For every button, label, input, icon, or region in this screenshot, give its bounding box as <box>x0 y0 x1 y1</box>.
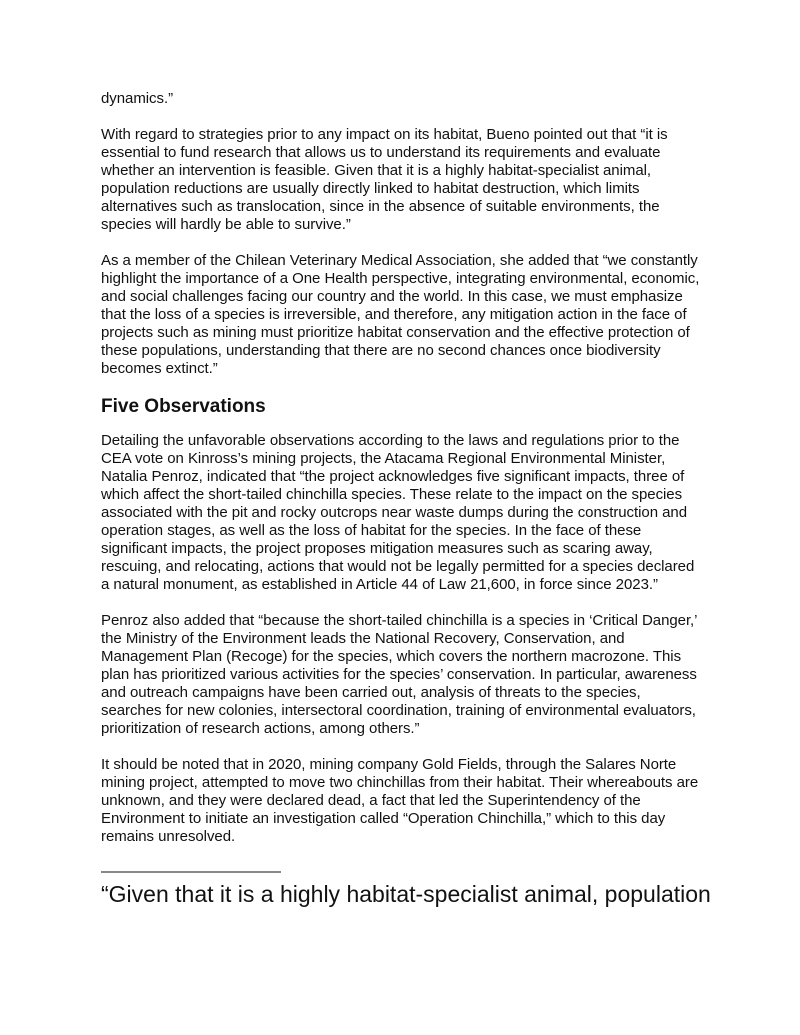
paragraph-bueno-strategies: With regard to strategies prior to any impact on its habitat, Bueno pointed out that “it is essential to fund research that allows us to understand its requirements and evaluate whether an intervention is feasible. Given that it is a highly habitat-specialist animal, population reductions are usually directly linked to habitat destruction, which limits alternatives such as translocation, since in the absence of suitable environments, the species will hardly be able to survive.” <box>101 126 668 233</box>
dash-separator: ———————————— <box>101 863 281 880</box>
paragraph-penroz-recoge: Penroz also added that “because the short-tailed chinchilla is a species in ‘Critical Danger,’ the Ministry of the Environment leads the National Recovery, Conservation, and Management Plan (Recoge) for the species, which covers the northern macrozone. This plan has prioritized various activities for the species’ conservation. In particular, awareness and outreach campaigns have been carried out, analysis of threats to the species, searches for new colonies, intersectoral coordination, training of environmental evaluators, prioritization of research actions, among others.” <box>101 612 697 737</box>
pull-quote: “Given that it is a highly habitat-specialist animal, population <box>101 881 711 907</box>
document-page <box>101 90 711 908</box>
paragraph-unfavorable-observations: Detailing the unfavorable observations according to the laws and regulations prior to the CEA vote on Kinross’s mining projects, the Atacama Regional Environmental Minister, Natalia Penroz, indicated that “the project acknowledges five significant impacts, three of which affect the short-tailed chinchilla species. These relate to the impact on the species associated with the pit and rocky outcrops near waste dumps during the construction and operation stages, as well as the loss of habitat for the species. In the face of these significant impacts, the project proposes mitigation measures such as scaring away, rescuing, and relocating, actions that would not be legally permitted for a species declared a natural monument, as established in Article 44 of Law 21,600, in force since 2023.” <box>101 432 695 593</box>
paragraph-continuation: dynamics.” <box>101 90 174 107</box>
section-heading: Five Observations <box>101 396 266 417</box>
paragraph-veterinary-association: As a member of the Chilean Veterinary Medical Association, she added that “we constantly highlight the importance of a One Health perspective, integrating environmental, economic, and social challenges facing our country and the world. In this case, we must emphasize that the loss of a species is irreversible, and therefore, any mitigation action in the face of projects such as mining must prioritize habitat conservation and the effective protection of these populations, understanding that there are no second chances once biodiversity becomes extinct.” <box>101 252 700 377</box>
paragraph-gold-fields: It should be noted that in 2020, mining company Gold Fields, through the Salares Norte mining project, attempted to move two chinchillas from their habitat. Their whereabouts are unknown, and they were declared dead, a fact that led the Superintendency of the Environment to initiate an investigation called “Operation Chinchilla,” which to this day remains unresolved. <box>101 756 699 845</box>
